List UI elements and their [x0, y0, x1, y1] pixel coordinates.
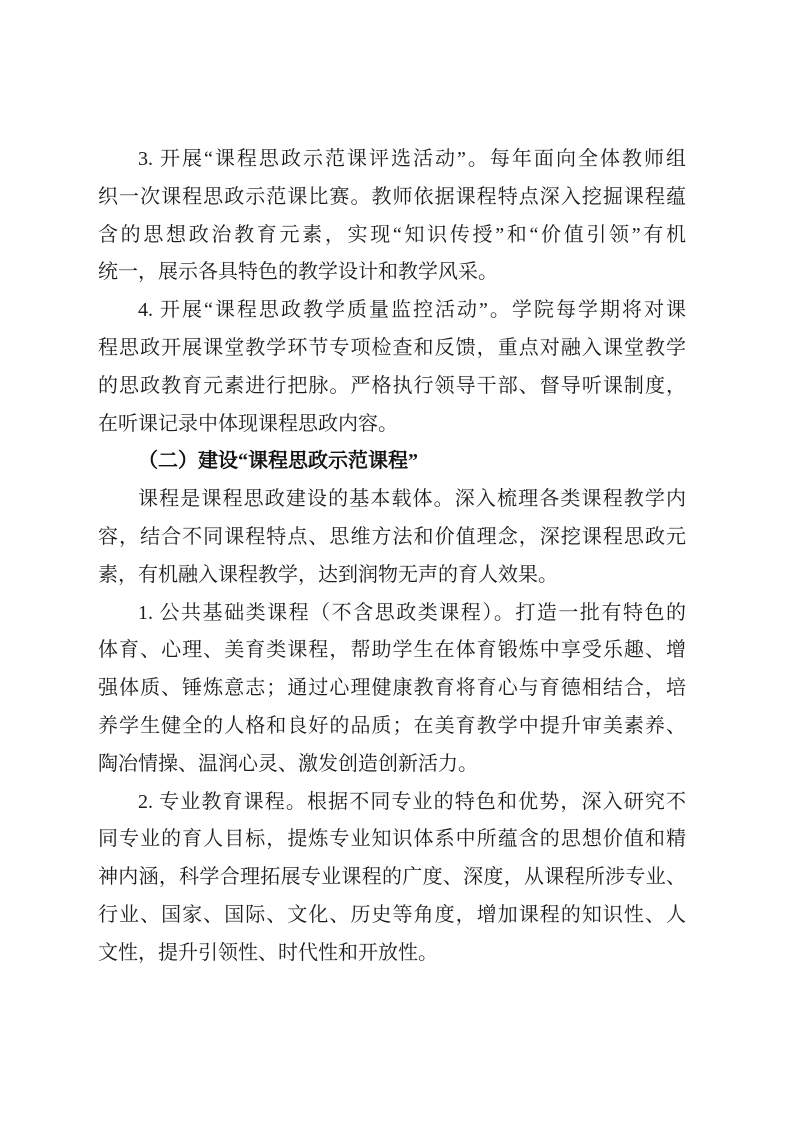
text-line: 养学生健全的人格和良好的品质；在美育教学中提升审美素养、	[98, 714, 686, 737]
text-line: 素，有机融入课程教学，达到润物无声的育人效果。	[98, 563, 558, 586]
text-line: 程思政开展课堂教学环节专项检查和反馈，重点对融入课堂教学	[98, 336, 686, 359]
document-body	[98, 141, 686, 973]
paragraph-demo-course-evaluation	[98, 141, 686, 292]
text-line: 体育、心理、美育类课程，帮助学生在体育锻炼中享受乐趣、增	[98, 639, 686, 662]
text-line: 含的思想政治教育元素，实现“知识传授”和“价值引领”有机	[98, 223, 686, 246]
text-line: 行业、国家、国际、文化、历史等角度，增加课程的知识性、人	[98, 903, 686, 926]
text-line: 1. 公共基础类课程（不含思政类课程）。打造一批有特色的	[138, 601, 686, 624]
paragraph-course-carrier	[98, 481, 686, 594]
text-line: 同专业的育人目标，提炼专业知识体系中所蕴含的思想价值和精	[98, 828, 686, 851]
text-line: 4. 开展“课程思政教学质量监控活动”。学院每学期将对课	[138, 299, 686, 322]
text-line: 在听课记录中体现课程思政内容。	[98, 412, 398, 435]
text-line: 2. 专业教育课程。根据不同专业的特色和优势，深入研究不	[138, 790, 686, 813]
text-line: 强体质、锤炼意志；通过心理健康教育将育心与育德相结合，培	[98, 677, 686, 700]
text-line: 统一，展示各具特色的教学设计和教学风采。	[98, 261, 498, 284]
text-line: 的思政教育元素进行把脉。严格执行领导干部、督导听课制度，	[98, 374, 686, 397]
section-heading	[98, 443, 686, 481]
paragraph-professional-education-courses	[98, 784, 686, 973]
text-line: 3. 开展“课程思政示范课评选活动”。每年面向全体教师组	[138, 148, 686, 170]
text-line: 神内涵，科学合理拓展专业课程的广度、深度，从课程所涉专业、	[98, 866, 686, 889]
paragraph-public-basic-courses	[98, 595, 686, 784]
text-line: 文性，提升引领性、时代性和开放性。	[98, 941, 438, 964]
text-line: 课程是课程思政建设的基本载体。深入梳理各类课程教学内	[138, 488, 686, 511]
section-heading-text: （二）建设“课程思政示范课程”	[138, 450, 418, 473]
text-line: 陶冶情操、温润心灵、激发创造创新活力。	[98, 752, 478, 775]
text-line: 容，结合不同课程特点、思维方法和价值理念，深挖课程思政元	[98, 525, 686, 548]
paragraph-quality-monitoring	[98, 292, 686, 443]
text-line: 织一次课程思政示范课比赛。教师依据课程特点深入挖掘课程蕴	[98, 185, 686, 208]
